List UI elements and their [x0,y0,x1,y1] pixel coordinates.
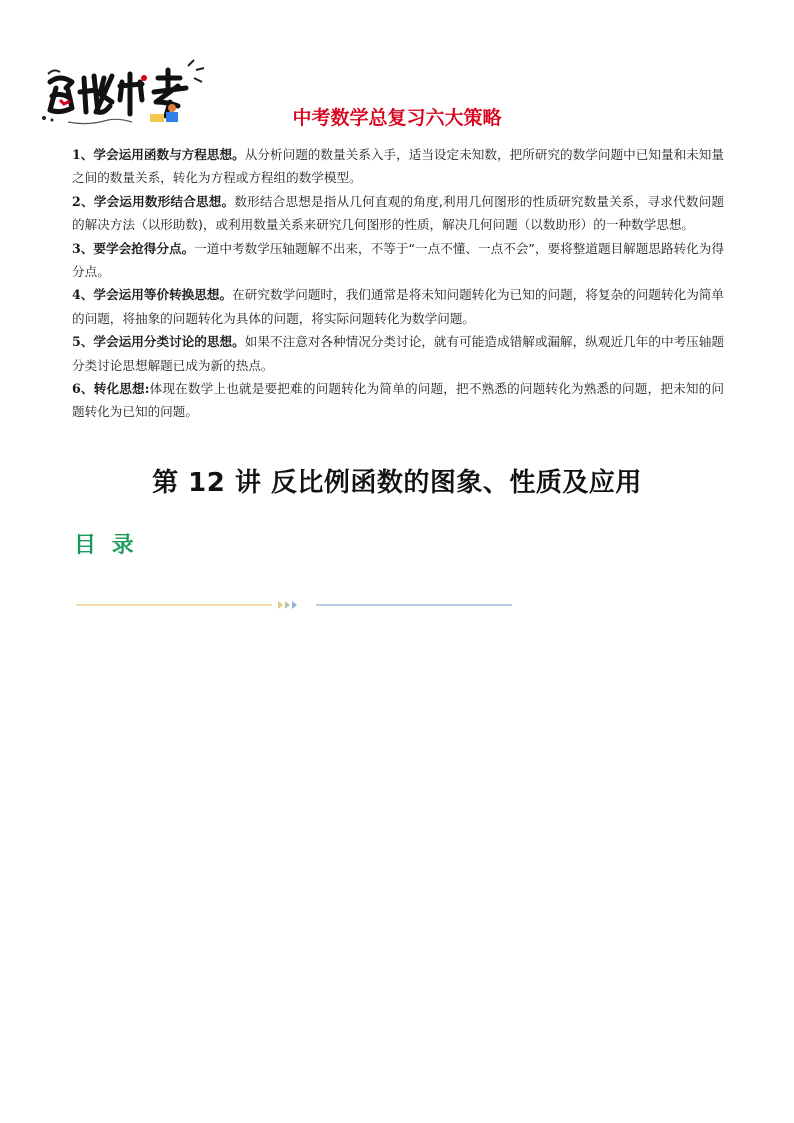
strategy-lead: 2、学会运用数形结合思想。 [72,193,235,209]
strategy-text: 如果不注意对各种情况分类讨论，就有可能造成错解或漏解，纵观近几年的中考压轴题分类讨论思想解题已成为新的热点。 [72,334,725,373]
strategy-item [72,330,724,377]
strategy-lead: 5、学会运用分类讨论的思想。 [72,334,245,350]
lecture-title: 第 12 讲 反比例函数的图象、性质及应用 [152,468,642,498]
strategy-lead: 3、要学会抢得分点。 [72,240,195,256]
strategy-lead: 6、转化思想: [72,381,150,397]
strategy-item [72,190,724,237]
strategy-text: 数形结合思想是指从几何直观的角度,利用几何图形的性质研究数量关系，寻求代数问题的解决方法（以形助数)，或利用数量关系来研究几何图形的性质，解决几何问题（以数助形）的一种数学思想。 [72,193,724,233]
strategy-item [72,377,724,424]
strategy-item [72,283,724,330]
strategy-title-text: 中考数学总复习六大策略 [292,107,502,129]
strategy-item [72,143,724,190]
strategy-text: 在研究数学问题时，我们通常是将未知问题转化为已知的问题，将复杂的问题转化为简单的问题，将抽象的问题转化为具体的问题，将实际问题转化为数学问题。 [72,287,725,326]
strategy-text: 体现在数学上也就是要把难的问题转化为简单的问题，把不熟悉的问题转化为熟悉的问题，把未知的问题转化为已知的问题。 [72,381,725,420]
strategy-lead: 4、学会运用等价转换思想。 [72,287,233,303]
triple-arrow-divider-icon [76,598,516,612]
strategy-list [72,143,724,424]
strategy-text: 从分析问题的数量关系入手，适当设定未知数，把所研究的数学问题中已知量和未知量之间的数量关系，转化为方程或方程组的数学模型。 [72,147,725,186]
toc-heading: 目 录 [74,533,138,558]
strategy-text: 一道中考数学压轴题解不出来，不等于“一点不懂、一点不会”，要将整道题目解题思路转化为得分点。 [72,240,724,280]
strategy-title [0,103,794,130]
strategy-lead: 1、学会运用函数与方程思想。 [72,147,245,162]
strategy-item [72,237,724,284]
